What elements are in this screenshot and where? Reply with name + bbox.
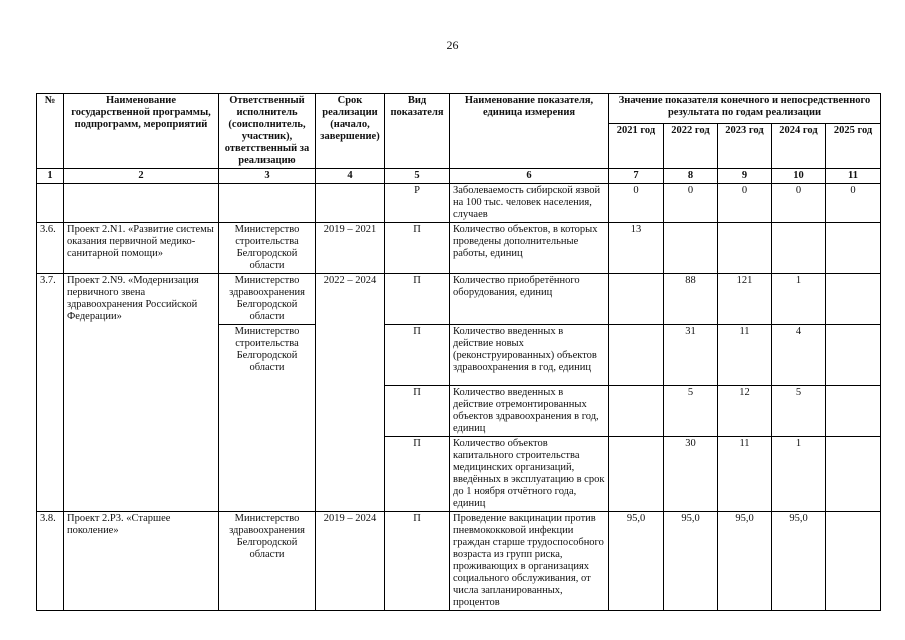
cell-value-2025 xyxy=(826,437,881,512)
cell-kind: П xyxy=(385,274,450,325)
cell-indicator: Количество объектов капитального строительства медицинских организаций, введённых в эксплуатацию в срок до 1 ноября отчётного года, единиц xyxy=(450,437,609,512)
cell-value-2023: 121 xyxy=(718,274,772,325)
cell-no: 3.8. xyxy=(37,512,64,611)
cell-indicator: Количество объектов, в которых проведены дополнительные работы, единиц xyxy=(450,223,609,274)
table-row xyxy=(37,274,881,325)
cell-value-2021 xyxy=(609,325,664,386)
cell-value-2022: 5 xyxy=(664,386,718,437)
cell-term: 2022 – 2024 xyxy=(316,274,385,512)
column-number: 8 xyxy=(664,169,718,184)
cell-value-2021: 95,0 xyxy=(609,512,664,611)
header-year-2024: 2024 год xyxy=(772,123,826,168)
cell-value-2022: 95,0 xyxy=(664,512,718,611)
cell-kind: Р xyxy=(385,184,450,223)
cell-executor: Министерство строительства Белгородской области xyxy=(219,325,316,512)
cell-value-2023: 11 xyxy=(718,325,772,386)
table-row xyxy=(37,184,881,223)
table-row xyxy=(37,223,881,274)
cell-value-2025 xyxy=(826,512,881,611)
cell-value-2025 xyxy=(826,386,881,437)
cell-value-2023: 95,0 xyxy=(718,512,772,611)
cell-value-2021 xyxy=(609,437,664,512)
column-number: 7 xyxy=(609,169,664,184)
cell-term: 2019 – 2024 xyxy=(316,512,385,611)
cell-executor: Министерство здравоохранения Белгородской области xyxy=(219,512,316,611)
cell-term: 2019 – 2021 xyxy=(316,223,385,274)
cell-value-2025 xyxy=(826,325,881,386)
column-number: 5 xyxy=(385,169,450,184)
cell-value-2023: 12 xyxy=(718,386,772,437)
cell-value-2024: 1 xyxy=(772,437,826,512)
column-number: 4 xyxy=(316,169,385,184)
cell-value-2024: 95,0 xyxy=(772,512,826,611)
cell-kind: П xyxy=(385,223,450,274)
cell-value-2021: 13 xyxy=(609,223,664,274)
page-number: 26 xyxy=(446,38,459,52)
cell-no: 3.6. xyxy=(37,223,64,274)
cell-value-2023: 0 xyxy=(718,184,772,223)
cell-value-2024: 4 xyxy=(772,325,826,386)
header-term: Срок реализации (начало, завершение) xyxy=(316,94,385,169)
cell-value-2024 xyxy=(772,223,826,274)
cell-indicator: Количество введенных в действие отремонтированных объектов здравоохранения в год, единиц xyxy=(450,386,609,437)
column-number: 2 xyxy=(64,169,219,184)
cell-value-2022 xyxy=(664,223,718,274)
header-year-2025: 2025 год xyxy=(826,123,881,168)
cell-value-2022: 30 xyxy=(664,437,718,512)
cell-value-2024: 0 xyxy=(772,184,826,223)
header-values-group: Значение показателя конечного и непосредственного результата по годам реализации xyxy=(609,94,881,124)
cell-value-2023: 11 xyxy=(718,437,772,512)
cell-kind: П xyxy=(385,437,450,512)
cell-executor xyxy=(219,184,316,223)
cell-kind: П xyxy=(385,512,450,611)
cell-name: Проект 2.N9. «Модернизация первичного звена здравоохранения Российской Федерации» xyxy=(64,274,219,512)
table-row xyxy=(37,512,881,611)
cell-value-2024: 5 xyxy=(772,386,826,437)
header-indicator: Наименование показателя, единица измерения xyxy=(450,94,609,169)
cell-name: Проект 2.Р3. «Старшее поколение» xyxy=(64,512,219,611)
column-number: 10 xyxy=(772,169,826,184)
header-kind: Вид показателя xyxy=(385,94,450,169)
cell-value-2021: 0 xyxy=(609,184,664,223)
cell-value-2021 xyxy=(609,274,664,325)
program-table xyxy=(36,93,881,611)
header-executor: Ответственный исполнитель (соисполнитель, участник), ответственный за реализацию xyxy=(219,94,316,169)
column-numbers-row xyxy=(37,169,881,184)
column-number: 1 xyxy=(37,169,64,184)
header-year-2022: 2022 год xyxy=(664,123,718,168)
column-number: 3 xyxy=(219,169,316,184)
cell-indicator: Количество приобретённого оборудования, единиц xyxy=(450,274,609,325)
cell-kind: П xyxy=(385,325,450,386)
cell-value-2023 xyxy=(718,223,772,274)
header-no: № xyxy=(37,94,64,169)
cell-value-2022: 88 xyxy=(664,274,718,325)
cell-value-2022: 0 xyxy=(664,184,718,223)
column-number: 6 xyxy=(450,169,609,184)
header-year-2021: 2021 год xyxy=(609,123,664,168)
column-number: 11 xyxy=(826,169,881,184)
cell-name xyxy=(64,184,219,223)
cell-kind: П xyxy=(385,386,450,437)
column-number: 9 xyxy=(718,169,772,184)
cell-executor: Министерство строительства Белгородской области xyxy=(219,223,316,274)
cell-value-2024: 1 xyxy=(772,274,826,325)
header-name: Наименование государственной программы, подпрограмм, мероприятий xyxy=(64,94,219,169)
cell-no xyxy=(37,184,64,223)
cell-no: 3.7. xyxy=(37,274,64,512)
cell-value-2025 xyxy=(826,223,881,274)
header-row xyxy=(37,94,881,124)
cell-indicator: Количество введенных в действие новых (реконструированных) объектов здравоохранения в год, единиц xyxy=(450,325,609,386)
cell-term xyxy=(316,184,385,223)
cell-value-2025 xyxy=(826,274,881,325)
cell-name: Проект 2.N1. «Развитие системы оказания первичной медико-санитарной помощи» xyxy=(64,223,219,274)
cell-value-2021 xyxy=(609,386,664,437)
cell-value-2022: 31 xyxy=(664,325,718,386)
cell-executor: Министерство здравоохранения Белгородской области xyxy=(219,274,316,325)
header-year-2023: 2023 год xyxy=(718,123,772,168)
cell-value-2025: 0 xyxy=(826,184,881,223)
cell-indicator: Проведение вакцинации против пневмококковой инфекции граждан старше трудоспособного возраста из групп риска, проживающих в организациях социального обслуживания, от числа запланированных, процентов xyxy=(450,512,609,611)
cell-indicator: Заболеваемость сибирской язвой на 100 тыс. человек населения, случаев xyxy=(450,184,609,223)
